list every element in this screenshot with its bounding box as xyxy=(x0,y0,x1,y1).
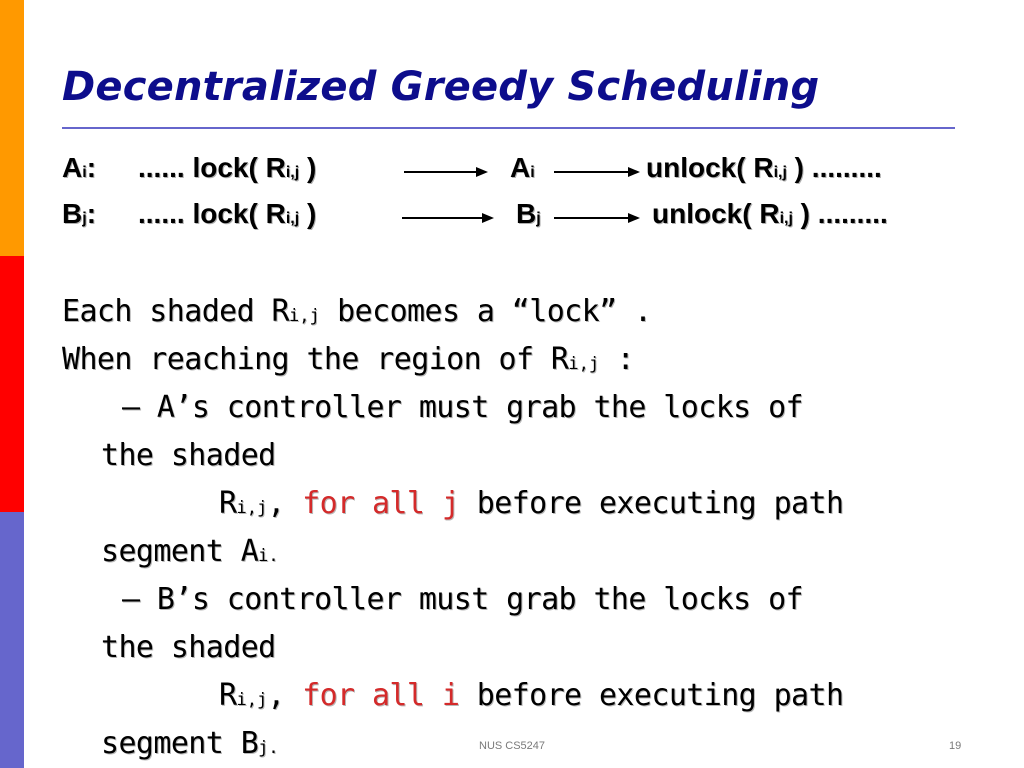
lock-line-b-label: Bj: xyxy=(62,198,97,229)
side-bar-red xyxy=(0,256,24,512)
lock-line-a-lock: ...... lock( Ri,j ) xyxy=(138,152,317,183)
body-line-8: the shaded xyxy=(101,630,276,665)
lock-line-a xyxy=(0,152,1024,192)
slide-title: Decentralized Greedy Scheduling xyxy=(62,64,820,110)
side-bar-blue xyxy=(0,512,24,768)
lock-line-b-lock: ...... lock( Ri,j ) xyxy=(138,198,317,229)
lock-line-a-mid: Ai xyxy=(510,152,535,183)
body-line-9: Ri,j, for all i before executing path xyxy=(219,678,844,713)
body-line-1: Each shaded Ri,j becomes a “lock” . xyxy=(62,294,652,329)
arrow-icon xyxy=(552,162,642,182)
lock-line-b xyxy=(0,198,1024,238)
body-line-5: Ri,j, for all j before executing path xyxy=(219,486,844,521)
body-line-3: — A’s controller must grab the locks of xyxy=(122,390,803,425)
body-line-4: the shaded xyxy=(101,438,276,473)
body-line-10: segment Bj. xyxy=(101,726,279,761)
footer-page-number: 19 xyxy=(949,740,962,752)
body-line-2: When reaching the region of Ri,j : xyxy=(62,342,635,377)
body-line-6: segment Ai. xyxy=(101,534,279,569)
arrow-icon xyxy=(402,162,492,182)
lock-line-b-mid: Bj xyxy=(516,198,541,229)
footer-course: NUS CS5247 xyxy=(479,740,546,752)
arrow-icon xyxy=(400,208,500,228)
title-divider xyxy=(62,127,955,129)
arrow-icon xyxy=(552,208,642,228)
lock-line-b-unlock: unlock( Ri,j ) ......... xyxy=(652,198,888,229)
lock-line-a-unlock: unlock( Ri,j ) ......... xyxy=(646,152,882,183)
body-line-7: — B’s controller must grab the locks of xyxy=(122,582,803,617)
lock-line-a-label: Ai: xyxy=(62,152,97,183)
